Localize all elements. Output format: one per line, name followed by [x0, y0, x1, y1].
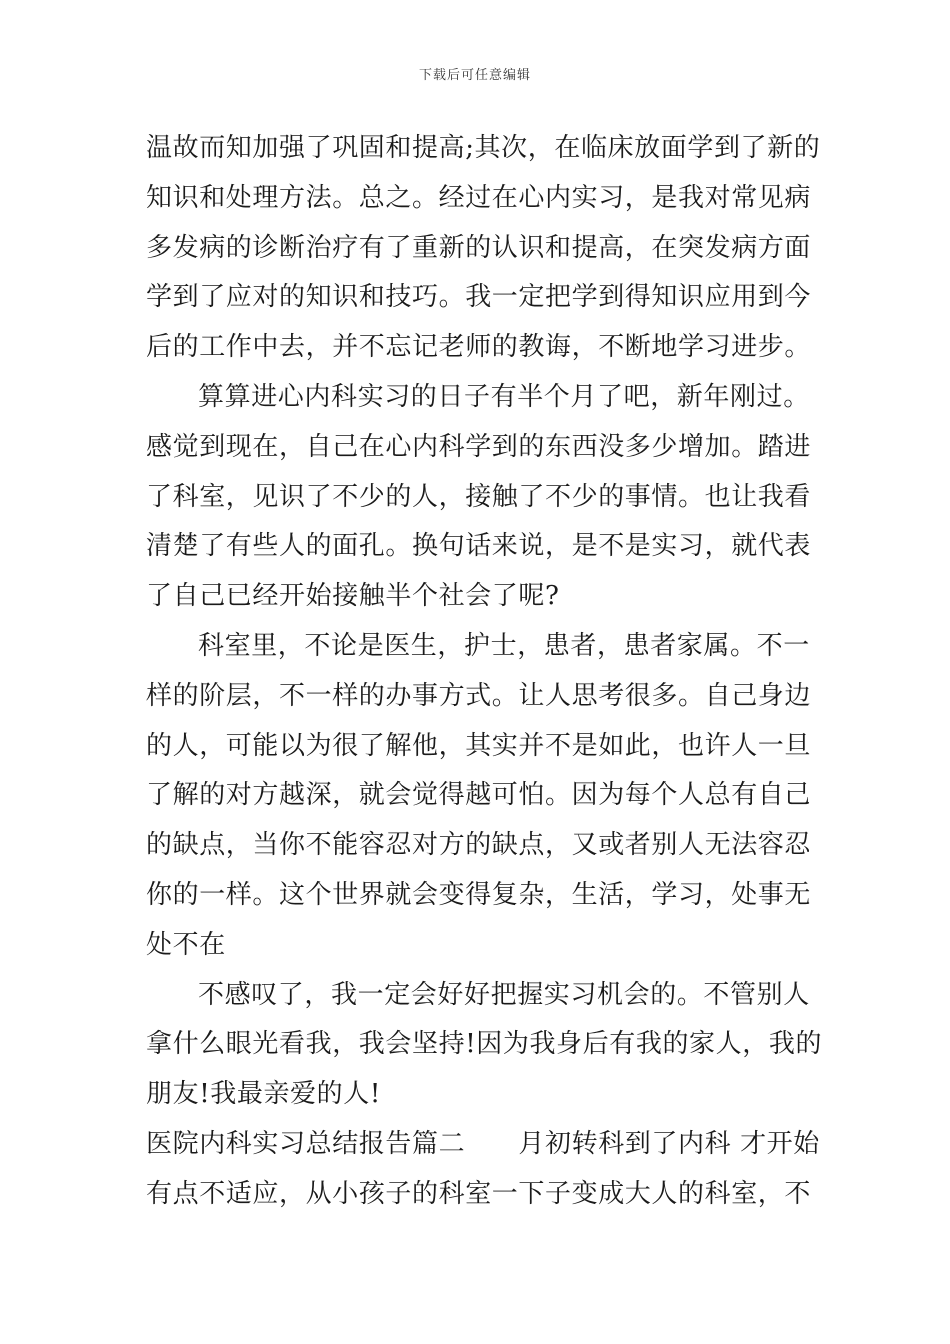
text-line: 学到了应对的知识和技巧。我一定把学到得知识应用到今 [146, 282, 812, 313]
text-line: 处不在 [146, 929, 226, 960]
text-line: 的人，可能以为很了解他，其实并不是如此，也许人一旦 [146, 730, 812, 761]
text-line: 不感叹了，我一定会好好把握实习机会的。不管别人 [198, 979, 810, 1010]
text-line: 有点不适应，从小孩子的科室一下子变成大人的科室，不 [146, 1178, 812, 1209]
text-line: 了自己已经开始接触半个社会了呢? [146, 581, 560, 612]
text-line: 了科室，见识了不少的人，接触了不少的事情。也让我看 [146, 481, 812, 512]
text-line: 样的阶层，不一样的办事方式。让人思考很多。自己身边 [146, 680, 812, 711]
text-line: 科室里，不论是医生，护士，患者，患者家属。不一 [198, 630, 810, 661]
document-body [146, 124, 823, 1220]
text-line: 算算进心内科实习的日子有半个月了吧，新年刚过。 [198, 381, 810, 412]
text-line: 温故而知加强了巩固和提高;其次，在临床放面学到了新的 [146, 133, 821, 163]
text-line: 清楚了有些人的面孔。换句话来说，是不是实习，就代表 [146, 531, 812, 562]
text-line: 知识和处理方法。总之。经过在心内实习，是我对常见病 [146, 182, 812, 213]
text-line: 后的工作中去，并不忘记老师的教诲，不断地学习进步。 [146, 332, 812, 363]
header-note: 下载后可任意编辑 [418, 68, 531, 83]
text-line: 医院内科实习总结报告篇二 月初转科到了内科 才开始 [146, 1128, 820, 1159]
text-line: 的缺点，当你不能容忍对方的缺点，又或者别人无法容忍 [146, 830, 812, 861]
text-line: 拿什么眼光看我，我会坚持!因为我身后有我的家人，我的 [146, 1029, 823, 1060]
text-line: 感觉到现在，自己在心内科学到的东西没多少增加。踏进 [146, 431, 812, 462]
text-line: 了解的对方越深，就会觉得越可怕。因为每个人总有自己 [146, 780, 812, 811]
text-line: 多发病的诊断治疗有了重新的认识和提高，在突发病方面 [146, 232, 812, 263]
text-line: 你的一样。这个世界就会变得复杂，生活，学习，处事无 [146, 879, 812, 910]
text-line: 朋友!我最亲爱的人! [146, 1079, 381, 1110]
